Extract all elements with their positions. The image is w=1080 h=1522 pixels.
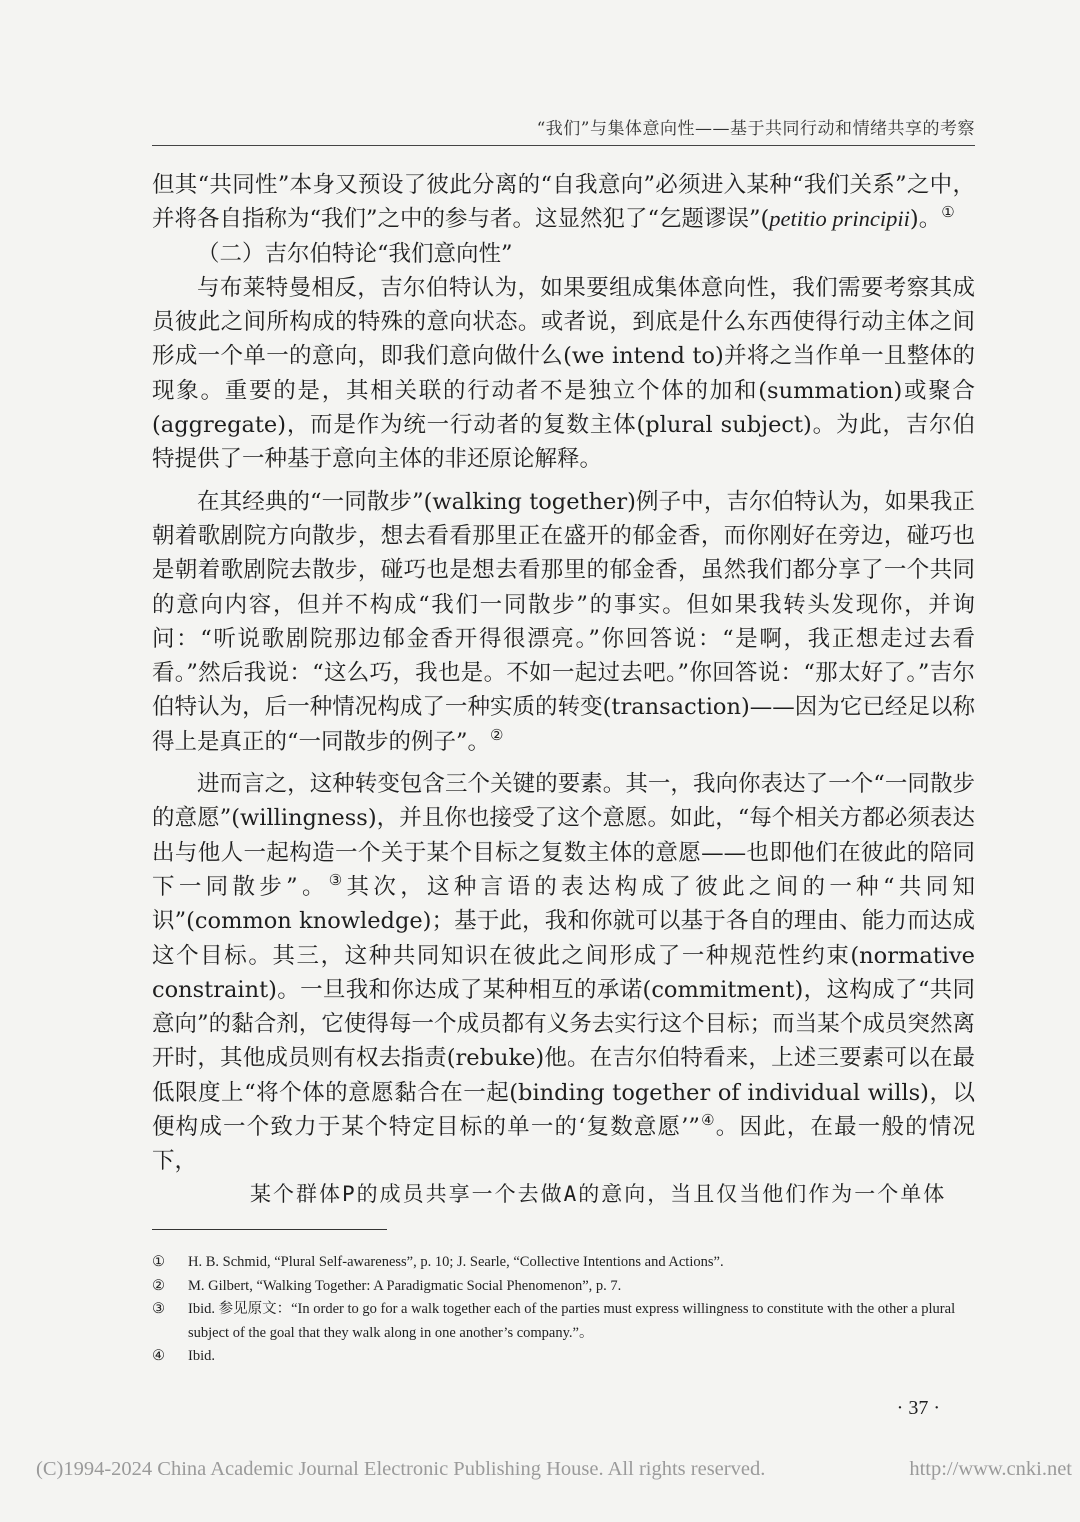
footnote-ref-1[interactable]: ① (941, 203, 955, 222)
footnote-item (152, 1275, 975, 1299)
section-heading: （二）吉尔伯特论“我们意向性” (197, 240, 513, 267)
footnote-mark: ① (152, 1254, 165, 1270)
paragraph-text: 其次，这种言语的表达构成了彼此之间的一种“共同知识”(common knowledge)；基于此，我和你就可以基于各自的理由、能力而达成这个目标。其三，这种共同知识在彼此之间形成了一种规范性约束(normative constraint)。一旦我和你达成了某种相互的承诺(commitment)，这构成了“共同意向”的黏合剂，它使得每一个成员都有义务去实行这个目标；而当某个成员突然离开时，其他成员则有权去指责(rebuke)他。在吉尔伯特看来，上述三要素可以在最低限度上“将个体的意愿黏合在一起(binding together of individual wills)，以便构成一个致力于某个特定目标的单一的‘复数意愿’” (152, 873, 975, 1141)
paragraph: 与布莱特曼相反，吉尔伯特认为，如果要组成集体意向性，我们需要考察其成员彼此之间所构成的特殊的意向状态。或者说，到底是什么东西使得行动主体之间形成一个单一的意向，即我们意向做什么(we intend to)并将之当作单一且整体的现象。重要的是，其相关联的行动者不是独立个体的加和(summation)或聚合(aggregate)，而是作为统一行动者的复数主体(plural subject)。为此，吉尔伯特提供了一种基于意向主体的非还原论解释。 (152, 274, 975, 473)
paragraph-text: 在其经典的“一同散步”(walking together)例子中，吉尔伯特认为，如果我正朝着歌剧院方向散步，想去看看那里正在盛开的郁金香，而你刚好在旁边，碰巧也是朝着歌剧院去散步，碰巧也是想去看那里的郁金香，虽然我们都分享了一个共同的意向内容，但并不构成“我们一同散步”的事实。但如果我转头发现你，并询问：“听说歌剧院那边郁金香开得很漂亮。”你回答说：“是啊，我正想走过去看看。”然后我说：“这么巧，我也是。不如一起过去吧。”你回答说：“那太好了。”吉尔伯特认为，后一种情况构成了一种实质的转变(transaction)——因为它已经足以称得上是真正的“一同散步的例子”。 (152, 488, 975, 755)
copyright-watermark (36, 1458, 1072, 1481)
footnote-text: H. B. Schmid, “Plural Self-awareness”, p. 10; J. Searle, “Collective Intentions and Actions”. (188, 1254, 724, 1270)
block-quote: 某个群体P的成员共享一个去做A的意向，当且仅当他们作为一个单体 (250, 1182, 947, 1206)
footnote-mark: ④ (152, 1348, 165, 1364)
footnote-text: Ibid. (188, 1348, 215, 1364)
paragraph (152, 485, 975, 759)
footnote-rule (152, 1229, 387, 1230)
footnote-mark: ③ (152, 1301, 165, 1317)
footnote-item (152, 1345, 975, 1369)
paragraph-text: 进而言之，这种转变包含三个关键的要素。其一，我向你表达了一个“一同散步的意愿”(willingness)，并且你也接受了这个意愿。如此，“每个相关方都必须表达出与他人一起构造一个关于某个目标之复数主体的意愿——也即他们在彼此的陪同下一同散步”。 (152, 771, 975, 900)
header-rule (152, 145, 975, 146)
paragraph (152, 767, 975, 1179)
footnote-text: M. Gilbert, “Walking Together: A Paradigmatic Social Phenomenon”, p. 7. (188, 1277, 622, 1294)
footnote-text: Ibid. 参见原文：“In order to go for a walk together each of the parties must express willingness to constitute with the other a plural subject of the goal that they walk along in one another’s company.”。 (188, 1301, 956, 1341)
footnote-item (152, 1251, 975, 1275)
copyright-notice: (C)1994-2024 China Academic Journal Electronic Publishing House. All rights reserved. (36, 1458, 766, 1480)
footnotes (152, 1251, 975, 1369)
footnote-item (152, 1298, 975, 1345)
footnote-ref-2[interactable]: ② (490, 725, 504, 744)
footnote-mark: ② (152, 1277, 165, 1294)
paragraph-text: 但其“共同性”本身又预设了彼此分离的“自我意向”必须进入某种“我们关系”之中，并将各自指称为“我们”之中的参与者。这显然犯了“乞题谬误”( (152, 172, 975, 233)
page-number: · 37 · (896, 1397, 940, 1419)
footnote-ref-3[interactable]: ③ (328, 870, 347, 889)
copyright-url[interactable]: http://www.cnki.net (909, 1458, 1072, 1480)
latin-term: petitio principii (769, 206, 910, 232)
paragraph-continuation (152, 168, 975, 237)
paragraph-text: 。因此，在最一般的情况下， (152, 1114, 975, 1175)
article-body (152, 168, 975, 1179)
footnote-ref-4[interactable]: ④ (699, 1111, 716, 1130)
paragraph-text: )。 (909, 206, 942, 233)
running-header: “我们”与集体意向性——基于共同行动和情绪共享的考察 (536, 119, 975, 139)
